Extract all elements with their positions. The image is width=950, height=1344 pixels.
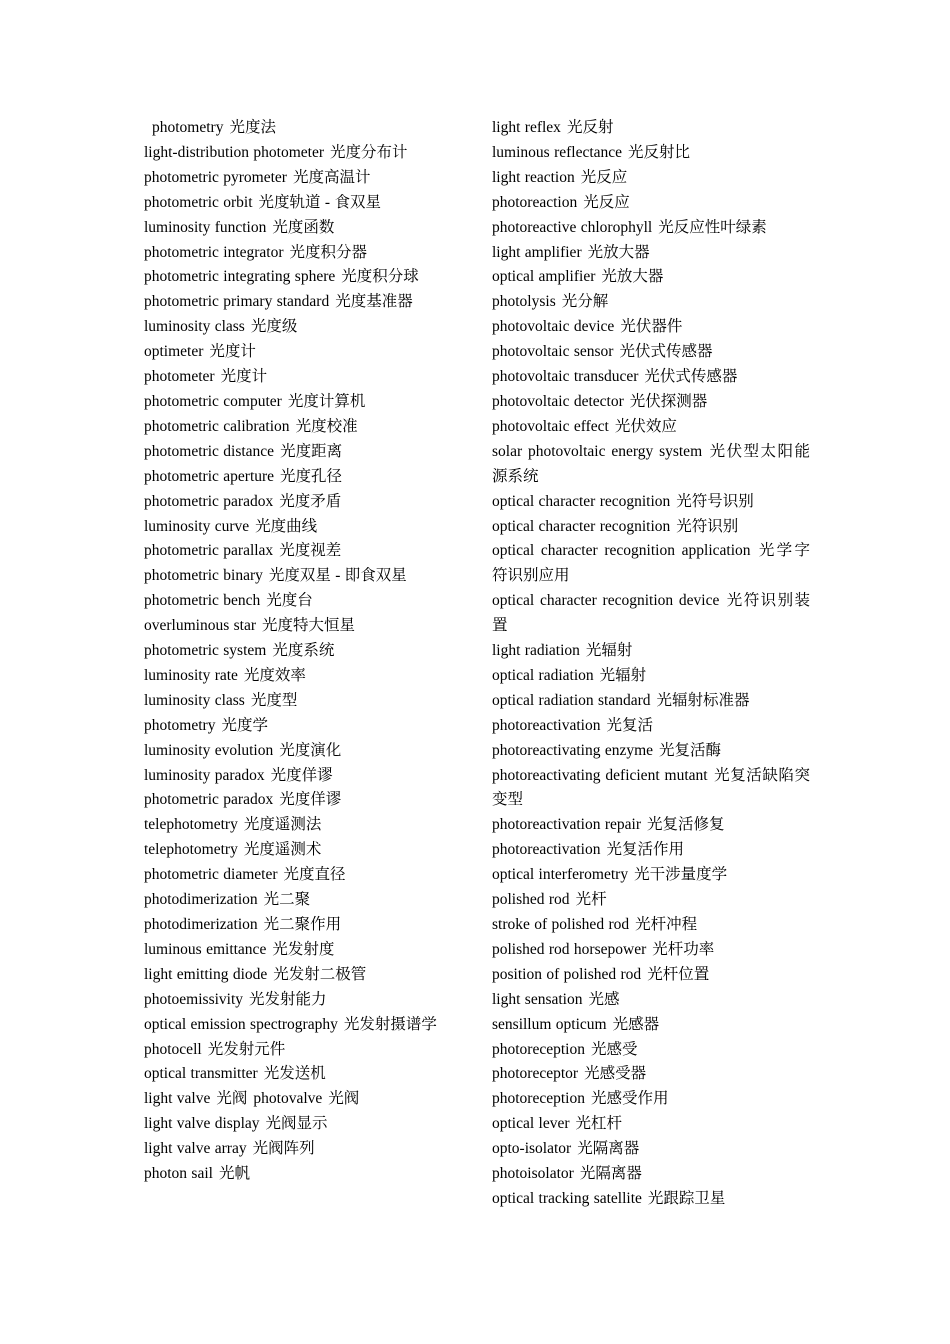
entry-term: position of polished rod: [492, 965, 642, 983]
entry-term: luminous reflectance: [492, 143, 623, 161]
entry-translation: 光反应: [580, 168, 628, 186]
entry-translation: 光反应: [583, 193, 630, 211]
glossary-entry: [492, 1137, 810, 1162]
entry-translation: 光度级: [250, 318, 298, 336]
glossary-entry: [492, 440, 810, 490]
entry-translation: 光度轨道 - 食双星: [258, 193, 381, 211]
entry-translation: 光放大器: [587, 243, 650, 261]
glossary-entry: [144, 1013, 462, 1038]
entry-translation: 光伏效应: [614, 417, 677, 435]
glossary-entry: [144, 465, 462, 490]
entry-term: photometric paradox: [144, 492, 274, 510]
glossary-entry: [144, 863, 462, 888]
entry-translation: 光度遥测术: [243, 841, 322, 859]
entry-term: opto-isolator: [492, 1140, 572, 1158]
entry-translation: 光度计算机: [287, 392, 366, 410]
entry-translation: 光度型: [250, 691, 298, 709]
entry-term: photometric system: [144, 642, 267, 660]
entry-translation: 光伏器件: [620, 318, 683, 336]
entry-term: optical radiation standard: [492, 691, 651, 709]
glossary-entry: [144, 415, 462, 440]
glossary-entry: [144, 216, 462, 241]
glossary-entry: [492, 1112, 810, 1137]
entry-translation: 光度系统: [272, 642, 335, 660]
entry-translation: 光发射二极管: [273, 965, 367, 983]
entry-term: sensillum opticum: [492, 1015, 607, 1033]
glossary-entry: [492, 415, 810, 440]
entry-translation: 光杆位置: [647, 965, 710, 983]
right-glossary-column: [492, 116, 810, 1212]
glossary-entry: [144, 390, 462, 415]
glossary-entry: [492, 664, 810, 689]
entry-translation: 光度计: [209, 343, 256, 361]
entry-translation: 光度双星 - 即食双星: [268, 567, 407, 585]
glossary-entry: [492, 739, 810, 764]
glossary-entry: [144, 963, 462, 988]
entry-translation: 光度佯谬: [279, 791, 342, 809]
entry-translation: 光伏式传感器: [619, 343, 713, 361]
glossary-entry: [492, 365, 810, 390]
entry-term: light reflex: [492, 119, 561, 136]
entry-term: luminous emittance: [144, 940, 267, 958]
entry-translation: 光反应性叶绿素: [658, 218, 767, 236]
entry-translation: 光度特大恒星: [262, 617, 356, 635]
entry-translation: 光感: [588, 990, 620, 1008]
entry-term: photoreactivating enzyme: [492, 741, 654, 759]
entry-translation: 光度效率: [243, 666, 306, 684]
glossary-entry: [144, 1162, 462, 1187]
entry-term: photovoltaic sensor: [492, 343, 614, 361]
entry-translation: 光符号识别: [676, 492, 754, 510]
entry-translation: 光度校准: [295, 417, 358, 435]
entry-translation: 光度佯谬: [270, 766, 333, 784]
glossary-entry: [492, 539, 810, 589]
entry-term: photometric parallax: [144, 542, 274, 560]
entry-term: photoreactivation repair: [492, 816, 641, 834]
entry-term: optical character recognition: [492, 492, 671, 510]
glossary-entry: [144, 315, 462, 340]
glossary-entry: [492, 265, 810, 290]
entry-term: photometric integrator: [144, 243, 284, 261]
glossary-entry: [492, 838, 810, 863]
glossary-entry: [492, 166, 810, 191]
glossary-entry: [144, 365, 462, 390]
glossary-entry: [492, 1187, 810, 1212]
entry-term: photoreaction: [492, 193, 578, 211]
entry-translation: 光阀: [216, 1090, 248, 1108]
glossary-entry: [492, 1062, 810, 1087]
glossary-entry: [144, 1087, 462, 1112]
entry-translation: 光发射元件: [207, 1040, 286, 1058]
entry-translation: 光感受器: [584, 1065, 647, 1083]
entry-term: photovoltaic effect: [492, 417, 609, 435]
entry-term: photometric bench: [144, 592, 261, 610]
entry-term: photoreactivation: [492, 841, 601, 859]
entry-translation: 光杆冲程: [635, 916, 698, 933]
glossary-entry: [492, 1013, 810, 1038]
entry-term: photometry: [152, 119, 224, 136]
entry-translation: 光度孔径: [280, 467, 343, 485]
glossary-entry: [492, 714, 810, 739]
entry-term: photometric calibration: [144, 417, 290, 435]
entry-term: photometric integrating sphere: [144, 268, 336, 286]
entry-translation: 光发送机: [263, 1065, 326, 1083]
entry-translation: 光杆: [575, 891, 607, 909]
glossary-entry: [492, 216, 810, 241]
glossary-entry: [492, 315, 810, 340]
glossary-entry: [492, 141, 810, 166]
glossary-entry: [492, 515, 810, 540]
entry-translation: 光复活: [606, 716, 653, 734]
entry-term: polished rod: [492, 891, 570, 909]
glossary-entry: [144, 515, 462, 540]
entry-term: luminosity curve: [144, 517, 250, 535]
left-glossary-column: [144, 116, 462, 1187]
entry-term: telephotometry: [144, 841, 238, 859]
glossary-entry: [492, 241, 810, 266]
entry-term: luminosity paradox: [144, 766, 265, 784]
entry-term: optimeter: [144, 343, 204, 361]
entry-translation: 光复活缺陷突变型: [492, 766, 810, 809]
entry-term: light valve array: [144, 1140, 247, 1158]
entry-translation: 光度遥测法: [243, 816, 322, 834]
entry-translation: 光度演化: [279, 741, 342, 759]
glossary-entry: [144, 1062, 462, 1087]
entry-term: photoreactivating deficient mutant: [492, 766, 708, 784]
entry-term: photoreactive chlorophyll: [492, 218, 653, 236]
entry-term: photovoltaic transducer: [492, 368, 639, 386]
entry-term: photometric pyrometer: [144, 168, 287, 186]
entry-term: photoreception: [492, 1090, 585, 1108]
glossary-entry: [492, 913, 810, 938]
entry-term: light valve display: [144, 1115, 260, 1133]
entry-translation: 光符识别: [676, 517, 739, 535]
glossary-entry: [144, 265, 462, 290]
entry-translation: 光辐射标准器: [656, 691, 750, 709]
entry-term: photometric aperture: [144, 467, 275, 485]
glossary-entry: [144, 340, 462, 365]
glossary-entry: [492, 963, 810, 988]
entry-term: photometric orbit: [144, 193, 253, 211]
entry-translation: 光反射比: [628, 143, 691, 161]
entry-translation: 光阀显示: [265, 1115, 328, 1133]
glossary-entry: [144, 838, 462, 863]
entry-term: photon sail: [144, 1165, 213, 1183]
entry-term: photometric primary standard: [144, 293, 330, 311]
glossary-entry: [492, 490, 810, 515]
glossary-entry: [144, 290, 462, 315]
entry-term: photodimerization: [144, 916, 258, 933]
entry-translation: 光阀: [328, 1090, 360, 1108]
entry-translation: 光度积分球: [341, 268, 419, 286]
glossary-entry: [144, 564, 462, 589]
entry-translation: 光度法: [229, 119, 276, 136]
entry-translation: 光度台: [266, 592, 313, 610]
glossary-entry: [144, 988, 462, 1013]
glossary-entry: [492, 340, 810, 365]
entry-translation: 光符识别装置: [492, 592, 810, 635]
glossary-entry: [144, 664, 462, 689]
entry-translation: 光发射能力: [249, 990, 327, 1008]
entry-translation: 光阀阵列: [252, 1140, 315, 1158]
entry-term: photoisolator: [492, 1165, 574, 1183]
entry-translation: 光二聚作用: [263, 916, 342, 933]
entry-translation: 光度计: [220, 368, 268, 386]
glossary-entry: [492, 290, 810, 315]
entry-translation: 光度曲线: [255, 517, 318, 535]
entry-term: luminosity class: [144, 318, 245, 336]
entry-term: optical interferometry: [492, 866, 629, 884]
glossary-entry: [144, 241, 462, 266]
entry-translation: 光度矛盾: [279, 492, 342, 510]
glossary-entry: [492, 1038, 810, 1063]
entry-translation: 光反射: [566, 119, 614, 136]
entry-translation: 光度基准器: [335, 293, 413, 311]
glossary-entry: [492, 888, 810, 913]
entry-term: optical character recognition application: [492, 542, 751, 560]
glossary-entry: [144, 888, 462, 913]
entry-term: optical radiation: [492, 666, 594, 684]
glossary-entry: [144, 166, 462, 191]
entry-term: optical emission spectrography: [144, 1015, 338, 1033]
entry-term: overluminous star: [144, 617, 256, 635]
glossary-entry: [144, 764, 462, 789]
entry-term: photoreceptor: [492, 1065, 579, 1083]
entry-term: photometric distance: [144, 442, 275, 460]
entry-term: photometric paradox: [144, 791, 274, 809]
glossary-entry: [144, 689, 462, 714]
glossary-entry: [144, 788, 462, 813]
entry-translation: 光发射度: [272, 940, 335, 958]
entry-translation: 光伏探测器: [629, 392, 708, 410]
entry-translation: 光度函数: [272, 218, 335, 236]
entry-translation: 光复活修复: [646, 816, 725, 834]
entry-term: optical character recognition: [492, 517, 671, 535]
glossary-entry: [492, 689, 810, 714]
entry-term: photometric diameter: [144, 866, 278, 884]
entry-term: light emitting diode: [144, 965, 268, 983]
entry-term: photolysis: [492, 293, 556, 311]
entry-term: photoreception: [492, 1040, 585, 1058]
entry-translation: 光复活酶: [659, 741, 722, 759]
entry-translation: 光度高温计: [292, 168, 371, 186]
entry-translation: 光干涉量度学: [634, 866, 728, 884]
glossary-entry: [492, 589, 810, 639]
entry-translation: 光感器: [612, 1015, 660, 1033]
entry-translation: 光感受: [590, 1040, 638, 1058]
entry-term: photovoltaic device: [492, 318, 615, 336]
entry-term: luminosity function: [144, 218, 267, 236]
entry-term: telephotometry: [144, 816, 238, 834]
entry-term: luminosity class: [144, 691, 245, 709]
entry-term: photocell: [144, 1040, 202, 1058]
entry-term: light sensation: [492, 990, 583, 1008]
entry-term: photoreactivation: [492, 716, 601, 734]
entry-term: photometric computer: [144, 392, 282, 410]
glossary-entry: [144, 116, 462, 141]
glossary-entry: [144, 1137, 462, 1162]
entry-translation: 光隔离器: [577, 1140, 640, 1158]
entry-translation: 光发射摄谱学: [343, 1015, 437, 1033]
entry-term: photometric binary: [144, 567, 263, 585]
glossary-entry: [492, 813, 810, 838]
entry-term: optical tracking satellite: [492, 1189, 642, 1207]
entry-term: photometry: [144, 716, 216, 734]
entry-translation: 光感受作用: [590, 1090, 669, 1108]
glossary-entry: [144, 938, 462, 963]
entry-term: light amplifier: [492, 243, 582, 261]
entry-term: light reaction: [492, 168, 575, 186]
glossary-entry: [144, 539, 462, 564]
glossary-entry: [144, 913, 462, 938]
glossary-entry: [144, 614, 462, 639]
entry-term: optical amplifier: [492, 268, 596, 286]
entry-translation: 光度直径: [283, 866, 346, 884]
entry-term: light valve: [144, 1090, 211, 1108]
entry-translation: 光复活作用: [606, 841, 684, 859]
glossary-entry: [492, 764, 810, 814]
entry-term: photodimerization: [144, 891, 258, 909]
entry-translation: 光学字符识别应用: [492, 542, 810, 585]
glossary-entry: [492, 1162, 810, 1187]
entry-term: photovalve: [253, 1090, 323, 1108]
glossary-entry: [492, 1087, 810, 1112]
glossary-entry: [492, 863, 810, 888]
glossary-entry: [144, 1038, 462, 1063]
entry-term: optical lever: [492, 1115, 570, 1133]
glossary-entry: [144, 739, 462, 764]
glossary-entry: [144, 141, 462, 166]
glossary-entry: [144, 191, 462, 216]
entry-translation: 光隔离器: [579, 1165, 642, 1183]
entry-translation: 光二聚: [263, 891, 311, 909]
glossary-entry: [144, 490, 462, 515]
entry-translation: 光伏型太阳能源系统: [492, 442, 810, 485]
entry-term: optical transmitter: [144, 1065, 258, 1083]
glossary-entry: [492, 639, 810, 664]
entry-translation: 光放大器: [601, 268, 664, 286]
entry-translation: 光度视差: [279, 542, 342, 560]
entry-translation: 光杆功率: [652, 940, 715, 958]
glossary-entry: [144, 589, 462, 614]
entry-term: solar photovoltaic energy system: [492, 442, 703, 460]
entry-translation: 光度学: [221, 716, 268, 734]
entry-term: optical character recognition device: [492, 592, 720, 610]
entry-term: photoemissivity: [144, 990, 244, 1008]
entry-translation: 光度分布计: [330, 143, 408, 161]
entry-translation: 光分解: [561, 293, 609, 311]
entry-term: luminosity evolution: [144, 741, 274, 759]
glossary-entry: [492, 390, 810, 415]
entry-term: light-distribution photometer: [144, 143, 325, 161]
entry-translation: 光跟踪卫星: [647, 1189, 726, 1207]
entry-term: polished rod horsepower: [492, 940, 647, 958]
entry-term: light radiation: [492, 642, 580, 660]
glossary-entry: [492, 116, 810, 141]
glossary-entry: [144, 440, 462, 465]
glossary-entry: [144, 714, 462, 739]
glossary-entry: [492, 938, 810, 963]
glossary-entry: [144, 813, 462, 838]
entry-term: luminosity rate: [144, 666, 238, 684]
entry-translation: 光帆: [218, 1165, 250, 1183]
glossary-entry: [492, 191, 810, 216]
entry-translation: 光度积分器: [289, 243, 368, 261]
entry-translation: 光伏式传感器: [644, 368, 738, 386]
entry-translation: 光度距离: [280, 442, 343, 460]
glossary-entry: [144, 1112, 462, 1137]
entry-term: stroke of polished rod: [492, 916, 630, 933]
glossary-entry: [492, 988, 810, 1013]
entry-term: photometer: [144, 368, 215, 386]
entry-translation: 光辐射: [585, 642, 633, 660]
entry-translation: 光杠杆: [575, 1115, 623, 1133]
glossary-entry: [144, 639, 462, 664]
entry-translation: 光辐射: [599, 666, 647, 684]
entry-term: photovoltaic detector: [492, 392, 624, 410]
